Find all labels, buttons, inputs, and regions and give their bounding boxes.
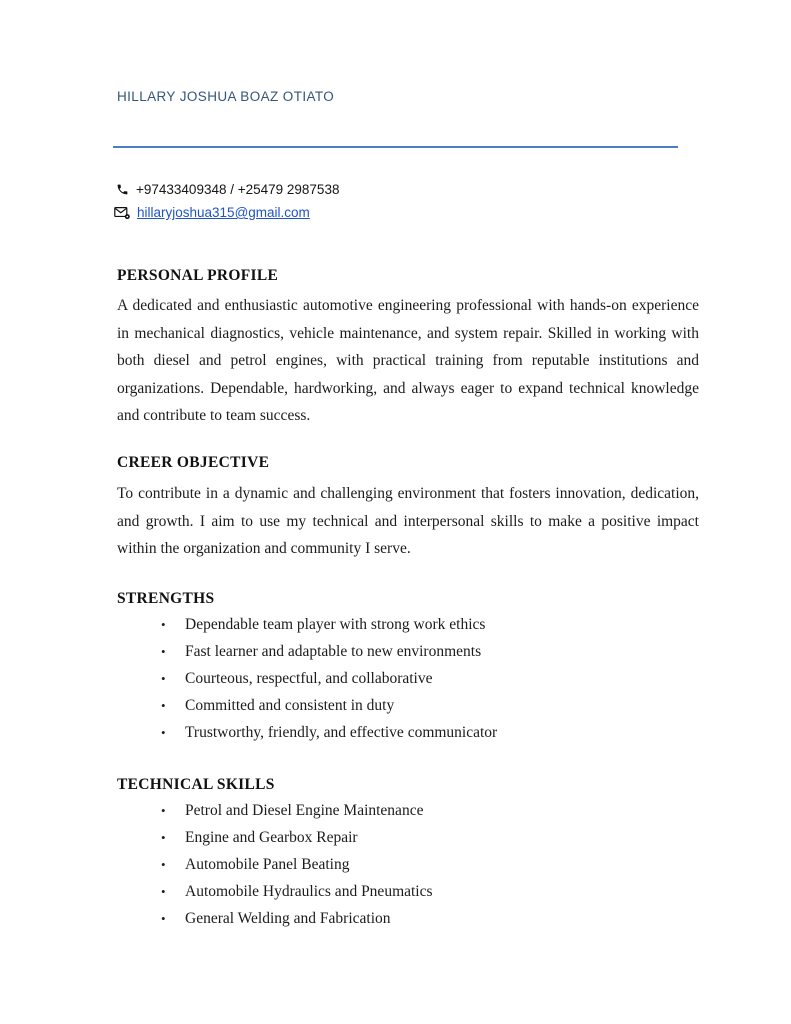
bullet-icon: • [161, 830, 166, 845]
list-item [117, 851, 699, 878]
list-item [117, 611, 699, 638]
phone-icon [116, 183, 129, 196]
bullet-icon: • [161, 803, 166, 818]
bullet-icon: • [161, 725, 166, 740]
list-item-text: Trustworthy, friendly, and effective communicator [185, 724, 498, 741]
bullet-icon: • [161, 671, 166, 686]
list-item-text: Courteous, respectful, and collaborative [185, 670, 433, 687]
header-divider [113, 146, 678, 148]
list-item [117, 905, 699, 932]
list-item-text: Fast learner and adaptable to new environments [185, 643, 482, 660]
strengths-list [117, 611, 699, 746]
list-item-text: Petrol and Diesel Engine Maintenance [185, 802, 424, 819]
list-item-text: Automobile Panel Beating [185, 856, 350, 873]
bullet-icon: • [161, 857, 166, 872]
list-item [117, 665, 699, 692]
section-title-personal-profile: PERSONAL PROFILE [117, 267, 279, 284]
section-title-career-objective: CREER OBJECTIVE [117, 454, 270, 471]
bullet-icon: • [161, 617, 166, 632]
email-link[interactable]: hillaryjoshua315@gmail.com [137, 205, 310, 220]
section-title-strengths: STRENGTHS [117, 590, 215, 607]
list-item-text: Engine and Gearbox Repair [185, 829, 358, 846]
section-body-personal-profile: A dedicated and enthusiastic automotive engineering professional with hands-on experience in mechanical diagnostics, vehicle maintenance, and system repair. Skilled in working with both diesel and petrol engines, with practical training from reputable institutions and organizations. Dependable, hardworking, and always eager to expand technical knowledge and contribute to team success. [117, 297, 699, 425]
section-body-career-objective: To contribute in a dynamic and challenging environment that fosters innovation, dedication, and growth. I aim to use my technical and interpersonal skills to make a positive impact within the organization and community I serve. [117, 485, 699, 558]
phone-number: +97433409348 / +25479 2987538 [136, 182, 340, 197]
list-item-text: Committed and consistent in duty [185, 697, 395, 714]
candidate-name: HILLARY JOSHUA BOAZ OTIATO [117, 89, 335, 104]
bullet-icon: • [161, 644, 166, 659]
bullet-icon: • [161, 911, 166, 926]
phone-row [116, 182, 339, 197]
list-item [117, 824, 699, 851]
list-item-text: Dependable team player with strong work ethics [185, 616, 486, 633]
list-item [117, 719, 699, 746]
list-item-text: Automobile Hydraulics and Pneumatics [185, 883, 433, 900]
list-item-text: General Welding and Fabrication [185, 910, 391, 927]
bullet-icon: • [161, 698, 166, 713]
bullet-icon: • [161, 884, 166, 899]
list-item [117, 878, 699, 905]
list-item [117, 692, 699, 719]
technical-skills-list [117, 797, 699, 932]
list-item [117, 638, 699, 665]
email-icon [114, 206, 130, 220]
section-title-technical-skills: TECHNICAL SKILLS [117, 776, 275, 793]
email-row [114, 205, 310, 220]
list-item [117, 797, 699, 824]
